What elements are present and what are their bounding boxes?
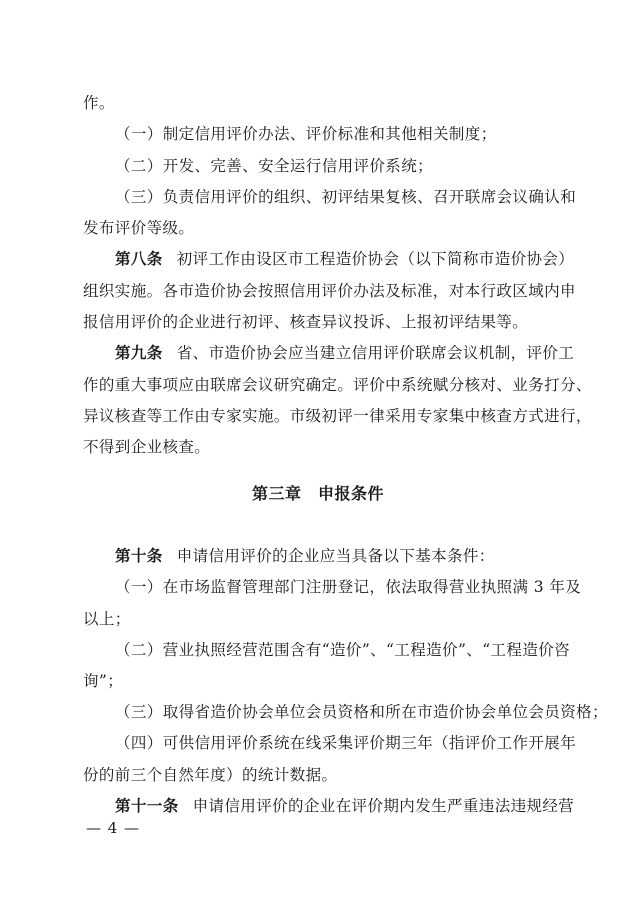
paragraph-line: 以上； (83, 610, 131, 628)
article-11-title: 第十一条 (115, 797, 179, 815)
paragraph-line: （二）开发、完善、安全运行信用评价系统； (115, 157, 434, 175)
article-8-line (115, 249, 575, 269)
paragraph-line: 份的前三个自然年度）的统计数据。 (83, 766, 338, 784)
paragraph-line: （三）负责信用评价的组织、初评结果复核、召开联席会议确认和 (115, 188, 577, 206)
paragraph-line: 作的重大事项应由联席会议研究确定。评价中系统赋分核对、业务打分、 (83, 376, 592, 394)
paragraph-line: （一）在市场监督管理部门注册登记，依法取得营业执照满 3 年及 (115, 578, 582, 596)
article-10-title: 第十条 (115, 547, 163, 565)
article-8-title: 第八条 (115, 250, 163, 268)
paragraph-line: 不得到企业核查。 (83, 438, 211, 456)
article-8-text: 初评工作由设区市工程造价协会（以下简称市造价协会） (176, 250, 575, 268)
article-10-line (115, 546, 555, 566)
paragraph-line: 发布评价等级。 (83, 219, 195, 237)
paragraph-line: （三）取得省造价协会单位会员资格和所在市造价协会单位会员资格； (115, 703, 608, 721)
article-10-text: 申请信用评价的企业应当具备以下基本条件： (176, 547, 495, 565)
article-9-title: 第九条 (115, 344, 163, 362)
paragraph-line: 组织实施。各市造价协会按照信用评价办法及标准，对本行政区域内申 (83, 282, 576, 300)
chapter-heading: 第三章 申报条件 (251, 484, 384, 503)
article-11-line (115, 796, 575, 816)
paragraph-line: 异议核查等工作由专家实施。市级初评一律采用专家集中核查方式进行， (83, 407, 592, 425)
paragraph-line: 询”； (83, 672, 124, 690)
article-9-line (115, 343, 575, 363)
article-11-text: 申请信用评价的企业在评价期内发生严重违法违规经营 (192, 797, 575, 815)
paragraph-line: （一）制定信用评价办法、评价标准和其他相关制度； (115, 125, 497, 143)
page-number: — 4 — (86, 819, 141, 837)
paragraph-line: 报信用评价的企业进行初评、核查异议投诉、上报初评结果等。 (83, 313, 529, 331)
paragraph-line: 作。 (83, 94, 115, 112)
paragraph-line: （二）营业执照经营范围含有“造价”、“工程造价”、“工程造价咨 (115, 641, 571, 659)
paragraph-line: （四）可供信用评价系统在线采集评价期三年（指评价工作开展年 (115, 734, 577, 752)
article-9-text: 省、市造价协会应当建立信用评价联席会议机制，评价工 (176, 344, 575, 362)
